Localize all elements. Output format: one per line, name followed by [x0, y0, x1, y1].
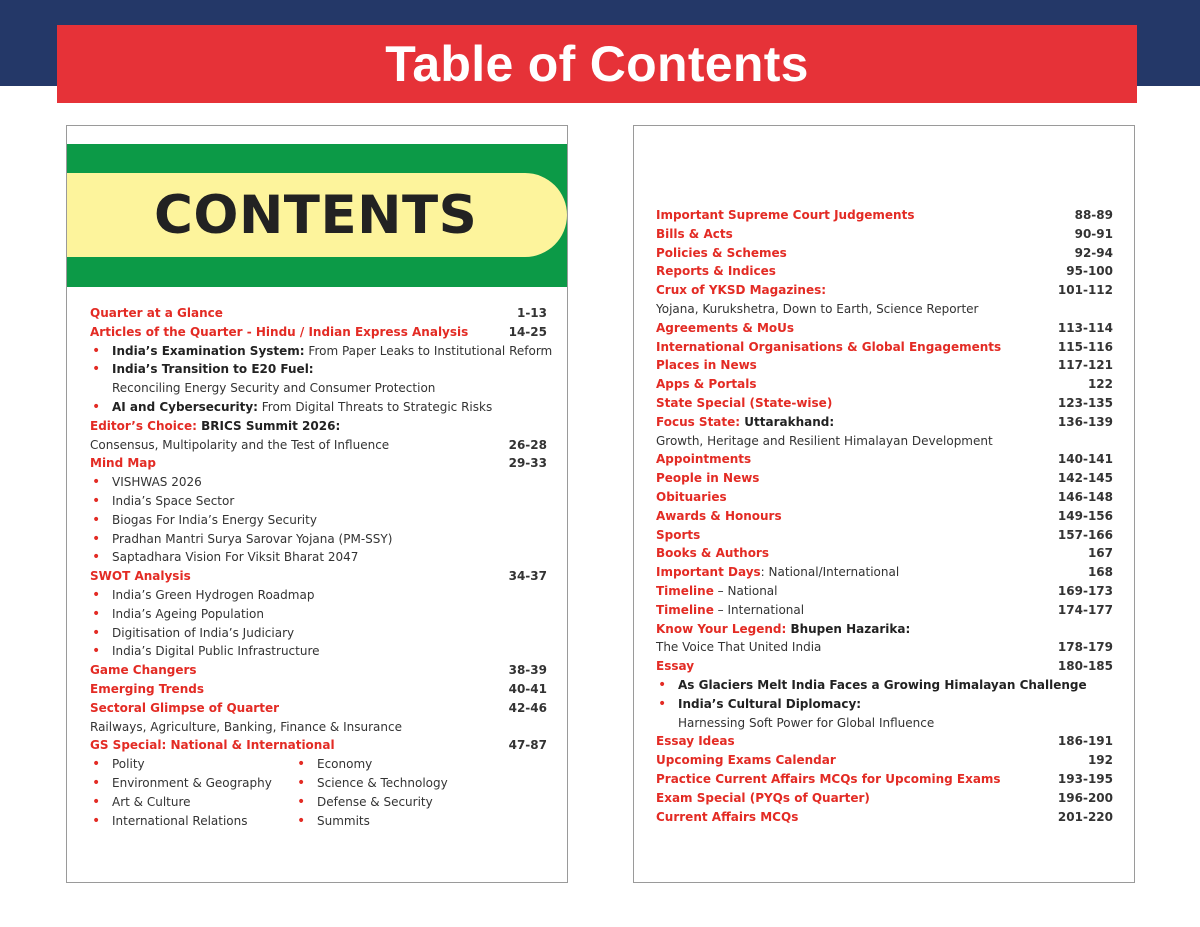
entry-pages: 196-200 [1057, 790, 1113, 805]
entry-subtext: The Voice That United India [656, 640, 822, 655]
entry-pages: 1-13 [516, 306, 547, 320]
entry-title: Essay Ideas [656, 734, 735, 749]
entry-pages: 123-135 [1057, 395, 1113, 410]
toc-entry: Editor’s Choice: BRICS Summit 2026: [90, 418, 341, 433]
entry-title: Agreements & MoUs [656, 320, 795, 335]
toc-entry [656, 225, 1113, 244]
toc-right [656, 206, 1113, 826]
toc-entry [656, 732, 1113, 751]
toc-entry [90, 304, 547, 323]
toc-entry [656, 206, 1113, 225]
entry-title: Know Your Legend: [656, 621, 787, 636]
title-banner [57, 25, 1137, 103]
entry-title: Appointments [656, 452, 752, 467]
entry-pages: 88-89 [1074, 208, 1113, 222]
entry-title: Reports & Indices [656, 264, 776, 279]
toc-entry [90, 567, 547, 586]
toc-entry [656, 657, 1113, 676]
entry-title: SWOT Analysis [90, 569, 191, 584]
toc-entry [656, 507, 1113, 526]
toc-entry [656, 394, 1113, 413]
toc-entry [656, 638, 1113, 657]
toc-entry [90, 736, 547, 755]
toc-entry [90, 454, 547, 473]
entry-title: Important Supreme Court Judgements [656, 208, 915, 222]
entry-title: International Organisations & Global Engagements [656, 339, 1002, 354]
bullet-item: • Environment & Geography [90, 774, 295, 793]
toc-entry: Important Days: National/International 168 [656, 563, 1113, 582]
entry-pages: 38-39 [508, 663, 547, 678]
toc-entry [656, 469, 1113, 488]
entry-pages: 29-33 [508, 456, 547, 471]
entry-pages: 136-139 [1057, 414, 1113, 429]
bullet-item: • Art & Culture [90, 793, 295, 812]
entry-title: Practice Current Affairs MCQs for Upcoming Exams [656, 771, 1001, 786]
entry-title: Timeline [656, 583, 714, 598]
toc-entry [656, 450, 1113, 469]
entry-pages: 140-141 [1057, 452, 1113, 467]
bullet-item: • India’s Green Hydrogen Roadmap [90, 586, 547, 605]
bullet-subtext: Reconciling Energy Security and Consumer Protection [112, 381, 436, 396]
entry-title: State Special (State-wise) [656, 395, 833, 410]
toc-entry [656, 526, 1113, 545]
toc-entry [656, 770, 1113, 789]
entry-pages: 193-195 [1057, 771, 1113, 786]
toc-entry [656, 244, 1113, 263]
entry-title: Timeline [656, 602, 714, 617]
entry-subtext: Yojana, Kurukshetra, Down to Earth, Science Reporter [656, 301, 979, 316]
toc-entry [656, 356, 1113, 375]
bullet-item: • India’s Ageing Population [90, 605, 547, 624]
entry-title: Mind Map [90, 456, 156, 471]
entry-pages: 142-145 [1057, 471, 1113, 486]
gs-topics-grid [90, 755, 547, 830]
toc-entry [90, 436, 547, 455]
toc-entry [656, 375, 1113, 394]
bullet-item: • India’s Examination System: From Paper Leaks to Institutional Reform [90, 342, 547, 361]
entry-pages: 192 [1087, 753, 1113, 768]
entry-title: Bills & Acts [656, 226, 733, 241]
entry-pages: 146-148 [1057, 489, 1113, 504]
entry-title: Policies & Schemes [656, 245, 787, 260]
bullet-item: • International Relations [90, 812, 295, 831]
bullet-item: • Saptadhara Vision For Viksit Bharat 2047 [90, 548, 547, 567]
toc-entry: Timeline – International 174-177 [656, 601, 1113, 620]
entry-title: Current Affairs MCQs [656, 809, 799, 824]
bullet-item: • Summits [295, 812, 495, 831]
toc-left [90, 304, 553, 830]
entry-title: Game Changers [90, 663, 197, 678]
toc-entry [90, 323, 547, 342]
entry-title: Sectoral Glimpse of Quarter [90, 700, 280, 715]
entry-pages: 40-41 [508, 681, 547, 696]
toc-entry [656, 808, 1113, 827]
bullet-subtext: Harnessing Soft Power for Global Influence [678, 715, 935, 730]
entry-pages: 157-166 [1057, 527, 1113, 542]
entry-pages: 186-191 [1057, 734, 1113, 749]
entry-title: Obituaries [656, 489, 727, 504]
toc-entry [90, 661, 547, 680]
toc-entry [656, 338, 1113, 357]
entry-title: GS Special: National & International [90, 738, 335, 753]
entry-pages: 90-91 [1074, 226, 1113, 241]
left-page [66, 125, 568, 883]
entry-pages: 115-116 [1057, 339, 1113, 354]
bullet-item: • Pradhan Mantri Surya Sarovar Yojana (PM-SSY) [90, 530, 547, 549]
entry-pages: 149-156 [1057, 508, 1113, 523]
entry-title: Essay [656, 659, 695, 674]
toc-entry [656, 789, 1113, 808]
contents-header-band [67, 144, 567, 287]
entry-pages: 117-121 [1057, 358, 1113, 373]
entry-title: Apps & Portals [656, 377, 757, 392]
entry-pages: 122 [1087, 377, 1113, 392]
contents-heading: CONTENTS [154, 184, 478, 246]
entry-pages: 201-220 [1057, 809, 1113, 824]
entry-title: Sports [656, 527, 701, 542]
contents-header-pill [67, 173, 567, 257]
entry-pages: 178-179 [1057, 640, 1113, 655]
entry-subtext: Consensus, Multipolarity and the Test of Influence [90, 437, 390, 452]
toc-entry [656, 488, 1113, 507]
bullet-item: • VISHWAS 2026 [90, 473, 547, 492]
bullet-item: • India’s Space Sector [90, 492, 547, 511]
bullet-item: • Science & Technology [295, 774, 495, 793]
entry-subtext: Railways, Agriculture, Banking, Finance & Insurance [90, 719, 402, 734]
page-title: Table of Contents [385, 36, 809, 92]
entry-pages: 169-173 [1057, 583, 1113, 598]
toc-entry [90, 680, 547, 699]
entry-title: Awards & Honours [656, 508, 782, 523]
entry-pages: 113-114 [1057, 320, 1113, 335]
entry-title: People in News [656, 471, 760, 486]
toc-entry [656, 262, 1113, 281]
bullet-item: • As Glaciers Melt India Faces a Growing Himalayan Challenge [656, 676, 1113, 695]
entry-title: Articles of the Quarter - Hindu / Indian Express Analysis [90, 324, 469, 339]
bullet-item: • India’s Cultural Diplomacy: [656, 695, 1113, 714]
bullet-item: • Digitisation of India’s Judiciary [90, 624, 547, 643]
entry-pages: 14-25 [508, 324, 547, 339]
entry-title: Crux of YKSD Magazines: [656, 283, 827, 298]
right-page [633, 125, 1135, 883]
toc-entry [656, 751, 1113, 770]
entry-pages: 34-37 [508, 569, 547, 584]
bullet-item: • AI and Cybersecurity: From Digital Threats to Strategic Risks [90, 398, 547, 417]
bullet-item: • India’s Digital Public Infrastructure [90, 642, 547, 661]
entry-pages: 180-185 [1057, 659, 1113, 674]
entry-pages: 47-87 [508, 738, 547, 753]
entry-pages: 95-100 [1066, 264, 1113, 279]
entry-title: Editor’s Choice: [90, 418, 197, 433]
toc-entry [656, 319, 1113, 338]
toc-entry [90, 699, 547, 718]
entry-pages: 101-112 [1057, 283, 1113, 298]
entry-title: Focus State: [656, 414, 741, 429]
toc-entry: Timeline – National 169-173 [656, 582, 1113, 601]
entry-title: Books & Authors [656, 546, 769, 561]
entry-pages: 42-46 [508, 700, 547, 715]
entry-pages: 92-94 [1074, 245, 1113, 260]
entry-pages: 174-177 [1057, 602, 1113, 617]
bullet-item: • Polity [90, 755, 295, 774]
toc-entry [656, 544, 1113, 563]
entry-pages: 26-28 [508, 437, 547, 452]
entry-title: Exam Special (PYQs of Quarter) [656, 790, 870, 805]
bullet-item: • India’s Transition to E20 Fuel: [90, 360, 547, 379]
entry-subtext: Growth, Heritage and Resilient Himalayan Development [656, 433, 993, 448]
entry-title: Quarter at a Glance [90, 306, 223, 320]
entry-pages: 167 [1087, 546, 1113, 561]
toc-entry: Focus State: Uttarakhand: 136-139 [656, 413, 1113, 432]
toc-entry: Know Your Legend: Bhupen Hazarika: [656, 621, 911, 636]
entry-title: Places in News [656, 358, 757, 373]
bullet-item: • Biogas For India’s Energy Security [90, 511, 547, 530]
entry-title: Emerging Trends [90, 681, 204, 696]
bullet-item: • Economy [295, 755, 495, 774]
toc-entry [656, 281, 1113, 300]
entry-title: Upcoming Exams Calendar [656, 753, 836, 768]
entry-title: Important Days [656, 565, 761, 580]
bullet-item: • Defense & Security [295, 793, 495, 812]
entry-pages: 168 [1087, 565, 1113, 580]
